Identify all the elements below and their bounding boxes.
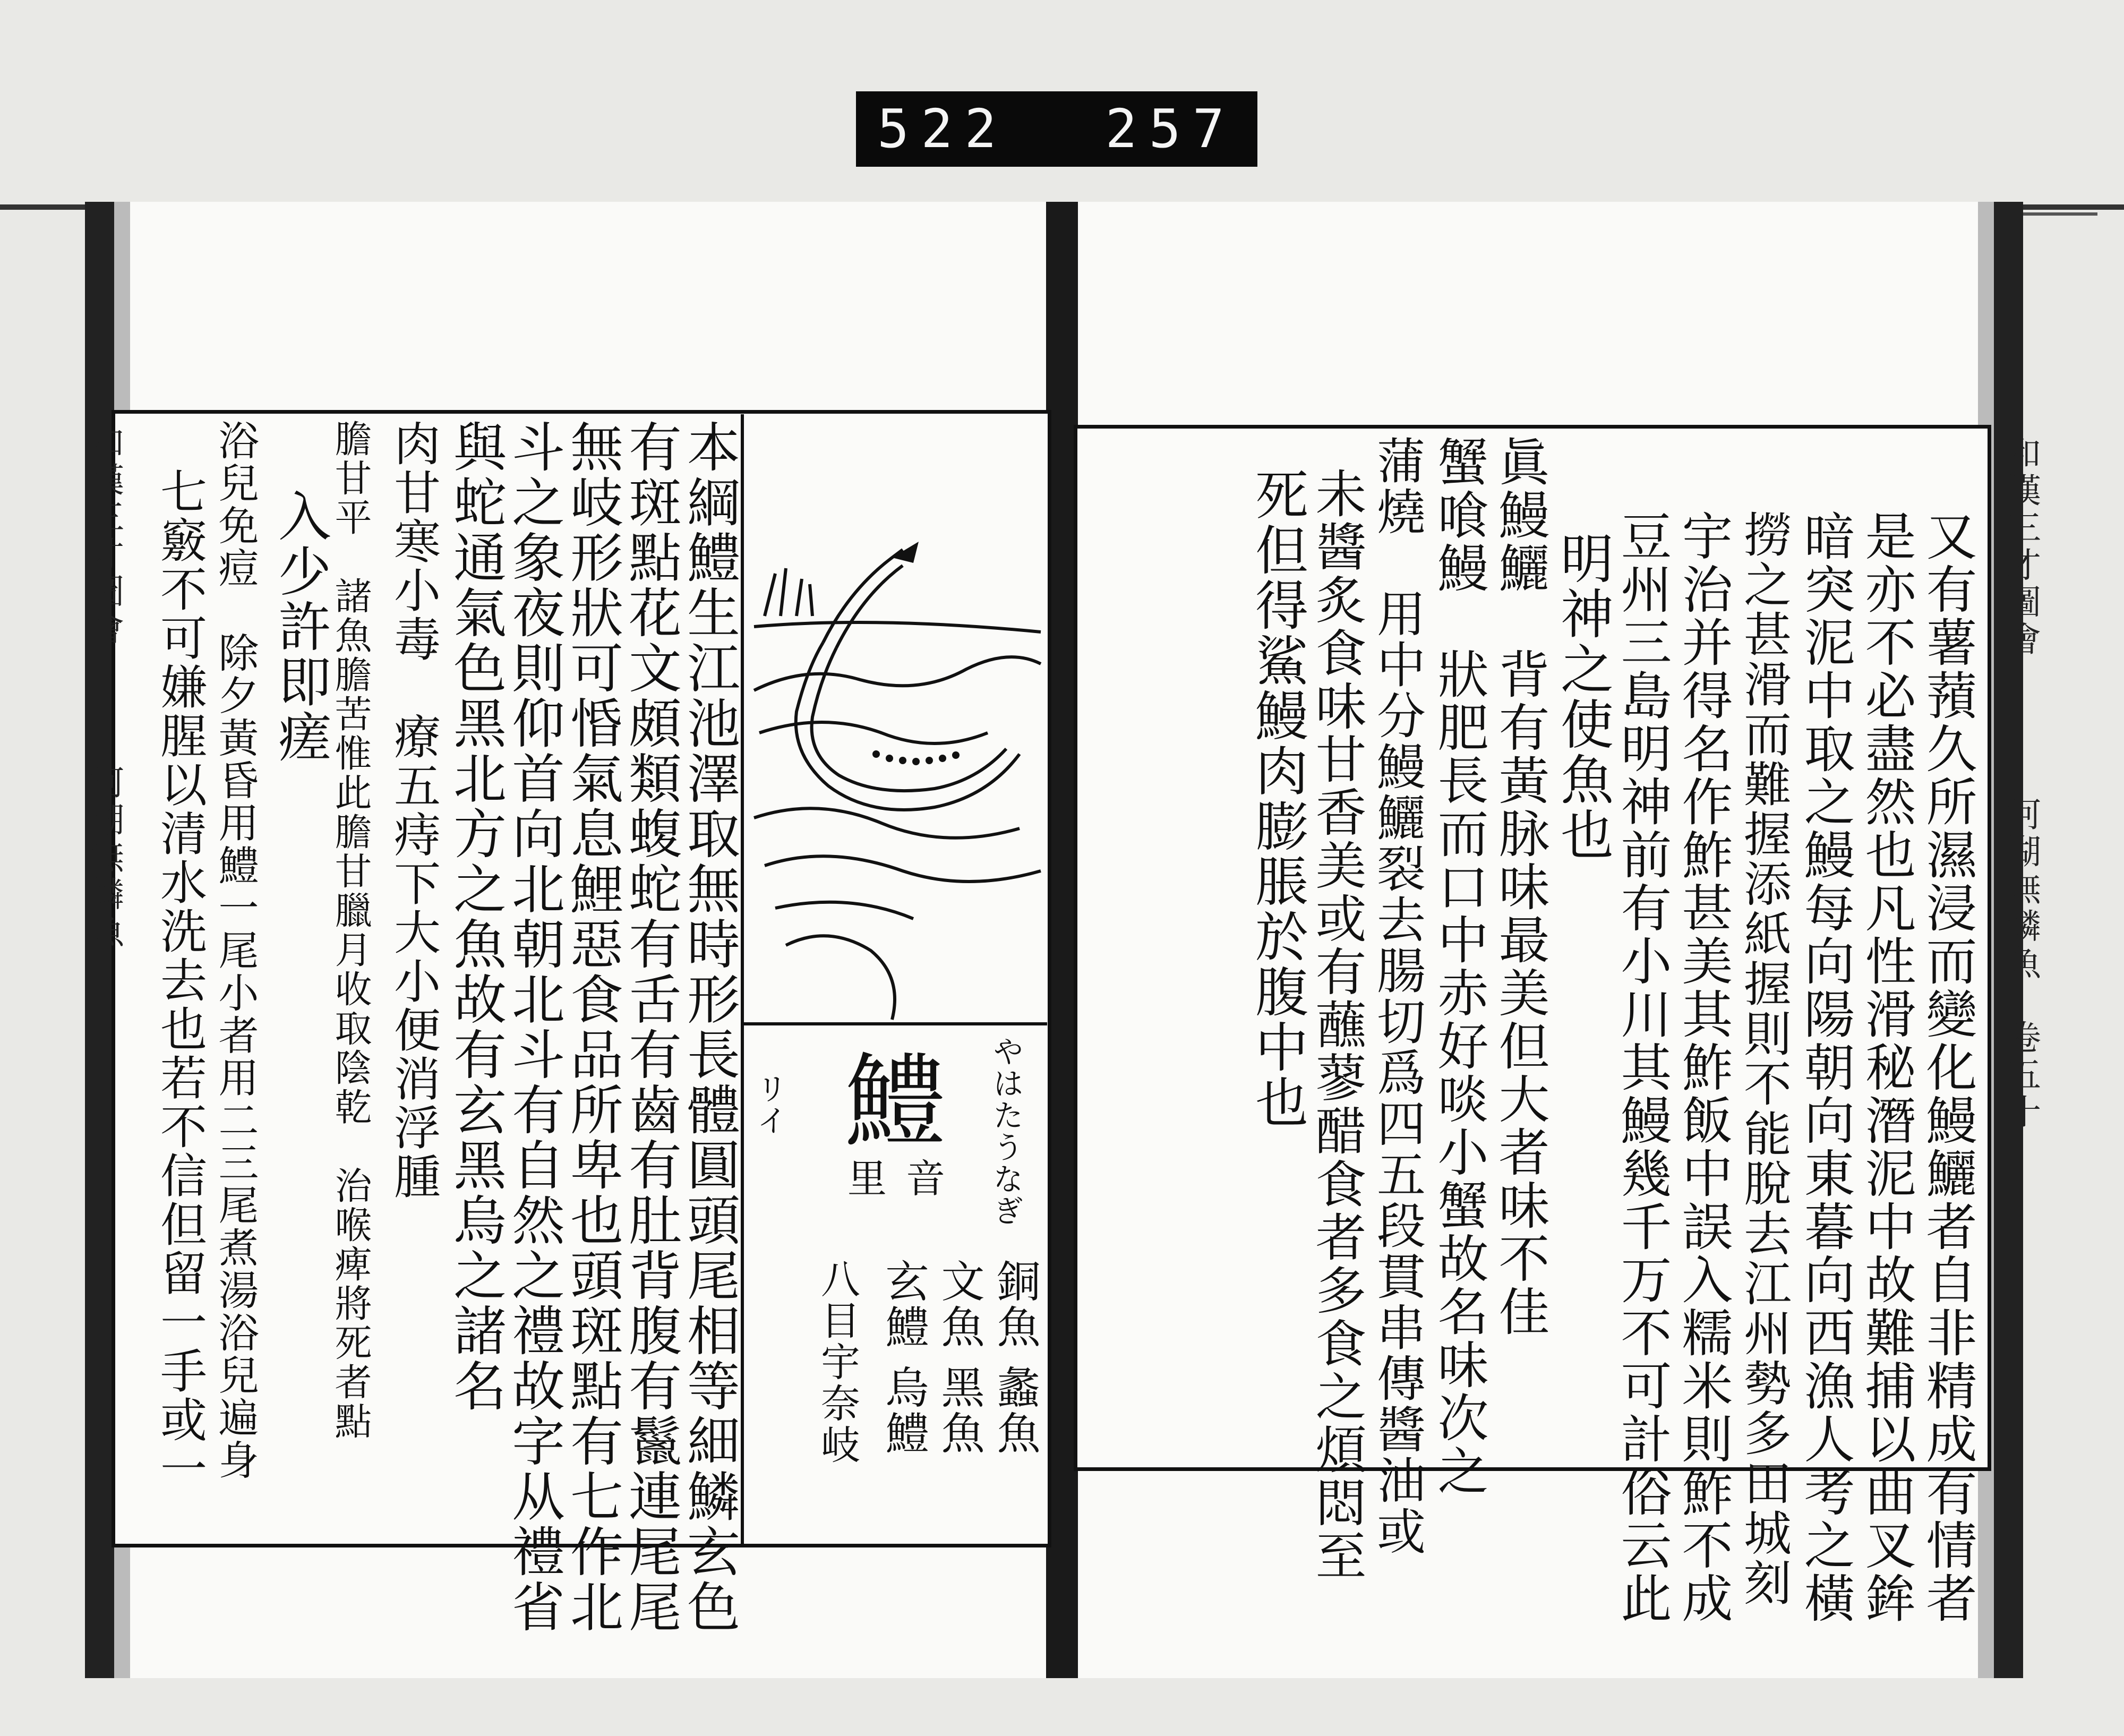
- left-running-head: 和漢三才圖會: [84, 425, 124, 648]
- right-running-head-lower: 河湖無鱗魚 卷五十: [2001, 797, 2041, 1131]
- synonym-4: 黑魚: [934, 1365, 984, 1456]
- archive-number-right: 257: [1105, 98, 1236, 160]
- left-text-column-2: 有斑點花文頗類蝮蛇有舌有齒有肚背腹有鬣連尾尾: [620, 420, 682, 1635]
- left-text-column-8: 入少許即瘥: [269, 489, 331, 765]
- left-text-column-6: 肉甘寒小毒 療五痔下大小便消浮腫: [387, 420, 441, 1201]
- right-text-column-3: 暗突泥中取之鰻每向陽朝向東暮向西漁人考之橫: [1796, 510, 1855, 1625]
- left-text-column-4: 斗之象夜則仰首向北朝北斗有自然之禮故字从禮省: [503, 420, 565, 1635]
- eel-illustration: [743, 414, 1047, 1025]
- synonym-3: 文魚: [934, 1259, 984, 1350]
- archive-number-left: 522: [877, 98, 1008, 160]
- right-text-column-5: 宇治并得名作鮓甚美其鮓飯中誤入糯米則鮓不成: [1674, 510, 1733, 1625]
- right-text-column-1: 又有薯蕷久所濕浸而變化鰻鱺者自非精成有情者: [1918, 510, 1977, 1625]
- right-text-column-8: 眞鰻鱺 背有黃脉味最美但大者味不佳: [1491, 435, 1550, 1338]
- entry-reading-katakana: リイ: [751, 1073, 787, 1136]
- left-text-column-3: 無岐形狀可惛氣息鯉惡食品所卑也頭斑點有七作北: [561, 420, 623, 1635]
- synonym-6: 烏鱧: [878, 1365, 929, 1456]
- right-text-column-6: 豆州三島明神前有小川其鰻幾千万不可計俗云此: [1613, 510, 1672, 1625]
- left-text-column-7: 膽甘平 諸魚膽苦惟此膽甘臘月收取陰乾 治喉痺將死者點: [329, 420, 372, 1441]
- right-text-column-7: 明神之使魚也: [1552, 531, 1614, 862]
- right-text-column-4: 撈之甚滑而難握添紙握則不能脫去江州勢多田城刻: [1735, 510, 1791, 1608]
- entry-title-character: 鱧: [844, 1043, 946, 1160]
- right-running-head: 和漢三才圖會: [2001, 435, 2041, 659]
- right-text-column-11: 未醬炙食味甘香美或有蘸蓼醋食者多食之煩悶至: [1307, 467, 1367, 1583]
- pronunciation-label: 音: [900, 1158, 945, 1199]
- right-text-column-9: 蟹喰鰻 狀肥長而口中赤好啖小蟹故名味次之: [1429, 435, 1489, 1498]
- synonym-7: 八目宇奈岐: [815, 1259, 860, 1466]
- left-text-column-5: 與蛇通氣色黑北方之魚故有玄黑烏之諸名: [444, 420, 507, 1414]
- left-text-column-1: 本綱鱧生江池澤取無時形長體圓頭尾相等細鱗玄色: [678, 420, 740, 1635]
- synonym-5: 玄鱧: [878, 1259, 929, 1350]
- synonym-1: 銅魚: [990, 1259, 1040, 1350]
- pronunciation-value: 里: [841, 1158, 887, 1199]
- left-running-head-lower: 河湖無鱗魚: [84, 765, 124, 951]
- left-text-column-9: 浴兒免痘 除夕黃昏用鱧一尾小者用二三尾煮湯浴兒遍身: [212, 420, 259, 1482]
- left-text-column-10: 七竅不可嫌腥以清水洗去也若不信但留一手或一: [153, 467, 208, 1493]
- right-text-column-12: 死但得鯊鰻肉膨脹於腹中也: [1246, 467, 1308, 1130]
- right-text-column-2: 是亦不必盡然也凡性滑秘潛泥中故難捕以曲叉鉾: [1857, 510, 1916, 1625]
- archive-number-label: [856, 91, 1257, 167]
- right-text-column-10: 蒲燒 用中分鰻鱺裂去腸切爲四五段貫串傳醬油或: [1369, 435, 1426, 1557]
- entry-reading-hiragana: やはたうなぎ: [988, 1036, 1024, 1227]
- synonym-2: 蠡魚: [990, 1365, 1040, 1456]
